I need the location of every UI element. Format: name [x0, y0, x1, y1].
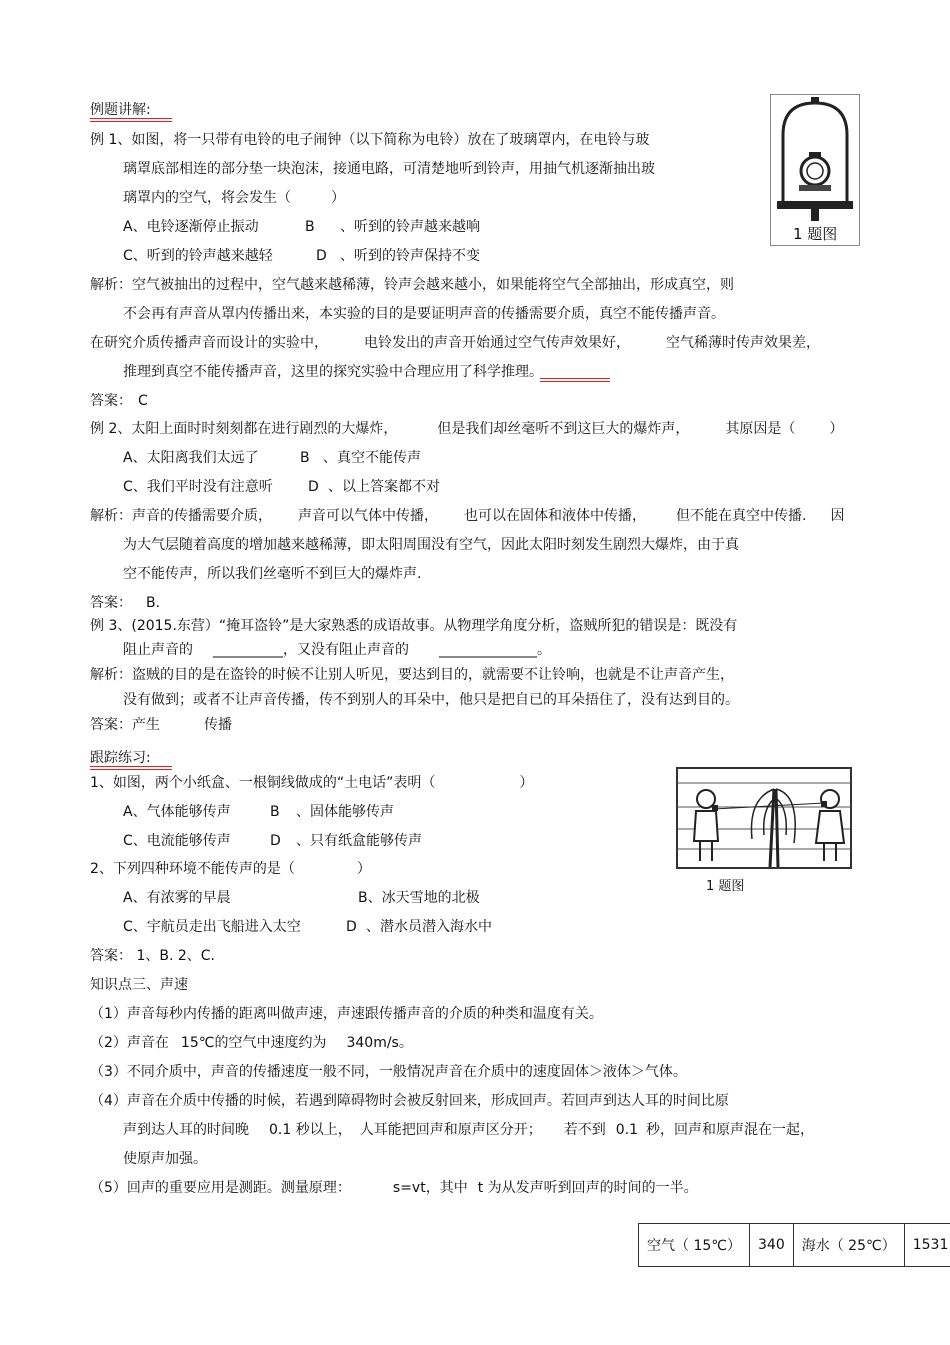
answer-value: C [138, 393, 148, 409]
bell-jar-figure [770, 94, 860, 246]
red-underline [540, 381, 610, 382]
practice2-option-b: B、冰天雪地的北极 [358, 890, 480, 906]
table-row [639, 1224, 950, 1267]
example1-option-a: A、电铃逐渐停止振动 [123, 219, 259, 235]
example1-analysis-line3 [90, 333, 820, 353]
title-underline [90, 121, 172, 122]
question-text: 1、如图，两个小纸盒、一根铜线做成的“土电话”表明（ [90, 775, 436, 791]
table-cell-medium: 空气（ 15℃） [639, 1224, 750, 1267]
example1-analysis-line1: 解析：空气被抽出的过程中，空气越来越稀薄，铃声会越来越小，如果能将空气全部抽出，形成真空，则 [90, 277, 734, 293]
section-title-sound-speed: 知识点三、声速 [90, 977, 188, 993]
red-underline [540, 378, 610, 379]
answer-value: 传播 [204, 717, 232, 733]
section-title-practice: 跟踪练习: [90, 750, 151, 766]
example3-answer [90, 715, 232, 735]
analysis-part: 因 [830, 508, 845, 524]
question-part: ，又没有阻止声音的 [283, 642, 409, 658]
example1-option-b-letter: B [305, 219, 315, 235]
analysis-part: 声音可以气体中传播， [298, 508, 438, 524]
analysis-part: 也可以在固体和液体中传播， [464, 508, 646, 524]
example3-analysis-line1: 解析：盗贼的目的是在盗铃的时候不让别人听见，要达到目的，就需要不让铃响，也就是不让声音产生， [90, 667, 734, 683]
answer-label: 答案： [90, 393, 132, 409]
knowledge-point-2 [90, 1033, 413, 1053]
answer-label: 答案：产生 [90, 717, 160, 733]
knowledge-point-4-line3: 使原声加强。 [123, 1151, 207, 1167]
text-part: （5）回声的重要应用是测距。测量原理： [90, 1180, 351, 1196]
question-text: 璃罩内的空气，将会发生（ [123, 190, 291, 206]
practice2-question [90, 859, 371, 879]
question-part: 例 2、太阳上面时时刻刻都在进行剧烈的大爆炸， [90, 421, 398, 437]
example1-analysis-line2: 不会再有声音从罩内传播出来，本实验的目的是要证明声音的传播需要介质，真空不能传播声音。 [123, 306, 725, 322]
example2-option-d: 、以上答案都不对 [328, 479, 440, 495]
example1-option-c: C、听到的铃声越来越轻 [123, 248, 273, 264]
text-part: 秒，回声和原声混在一起， [645, 1122, 814, 1138]
question-text: 2、下列四种环境不能传声的是（ [90, 861, 295, 877]
example2-answer [90, 593, 160, 613]
practice1-option-a: A、气体能够传声 [123, 804, 231, 820]
knowledge-point-3: （3）不同介质中，声音的传播速度一般不同，一般情况声音在介质中的速度固体＞液体＞气体。 [90, 1064, 687, 1080]
text-part: 0.1 [615, 1122, 638, 1138]
analysis-part: 电铃发出的声音开始通过空气传声效果好， [364, 335, 630, 351]
text-part: 人耳能把回声和原声区分开； [359, 1122, 542, 1138]
analysis-part: 在研究介质传播声音而设计的实验中， [90, 335, 328, 351]
text-part: （2）声音在 [90, 1035, 169, 1051]
knowledge-point-1: （1）声音每秒内传播的距离叫做声速，声速跟传播声音的介质的种类和温度有关。 [90, 1006, 603, 1022]
table-cell-medium: 海水（ 25℃） [793, 1224, 904, 1267]
practice-answers: 答案： 1、B. 2、C. [90, 948, 215, 964]
title-underline [90, 118, 172, 119]
example1-option-b: 、听到的铃声越来越响 [340, 219, 480, 235]
practice2-option-a: A、有浓雾的早晨 [123, 890, 231, 906]
table-cell-speed: 1531 [904, 1224, 950, 1267]
knowledge-point-4-line2 [123, 1120, 814, 1140]
practice1-option-b-letter: B [270, 804, 280, 820]
example2-option-b-letter: B [300, 450, 310, 466]
answer-label: 答案： [90, 595, 132, 611]
blank: ______________ [439, 642, 537, 658]
string-telephone-illustration [678, 769, 850, 867]
bracket: ） [356, 861, 371, 877]
answer-value: B. [146, 595, 161, 611]
example1-option-d-letter: D [316, 248, 327, 264]
example1-question-line1: 例 1、如图，将一只带有电铃的电子闹钟（以下简称为电铃）放在了玻璃罩内，在电铃与玻 [90, 132, 650, 148]
practice2-option-d: 、潜水员潜入海水中 [366, 919, 492, 935]
practice1-option-d-letter: D [270, 833, 281, 849]
example1-answer [90, 391, 148, 411]
practice1-option-b: 、固体能够传声 [296, 804, 394, 820]
analysis-part: 解析：声音的传播需要介质， [90, 508, 272, 524]
text-part: 340m/s。 [346, 1035, 413, 1051]
text-part: s=vt，其中 [392, 1180, 468, 1196]
example2-option-b: 、真空不能传声 [323, 450, 421, 466]
example1-question-line3 [123, 188, 345, 208]
figure-caption: 1 题图 [793, 225, 838, 243]
question-part: 其原因是（ [725, 421, 796, 437]
knowledge-point-5 [90, 1178, 698, 1198]
example2-option-a: A、太阳离我们太远了 [123, 450, 259, 466]
example2-analysis-line3: 空不能传声，所以我们丝毫听不到巨大的爆炸声. [123, 566, 422, 582]
practice2-option-d-letter: D [346, 919, 357, 935]
example2-option-c: C、我们平时没有注意听 [123, 479, 273, 495]
bracket: ） [519, 775, 534, 791]
question-part: 。 [537, 642, 551, 658]
title-underline [90, 769, 172, 770]
blank: __________ [213, 642, 283, 658]
title-underline [90, 766, 172, 767]
question-part: 阻止声音的 [123, 642, 193, 658]
example2-option-d-letter: D [308, 479, 319, 495]
example2-analysis-line2: 为大气层随着高度的增加越来越稀薄，即太阳周围没有空气，因此太阳时刻发生剧烈大爆炸，由于真 [123, 537, 739, 553]
practice1-question [90, 773, 533, 793]
example1-question-line2: 璃罩底部相连的部分垫一块泡沫，接通电路，可清楚地听到铃声，用抽气机逐渐抽出玻 [123, 161, 655, 177]
example2-question [90, 419, 843, 439]
example1-option-d: 、听到的铃声保持不变 [340, 248, 480, 264]
analysis-part: 空气稀薄时传声效果差， [666, 335, 820, 351]
analysis-part: 但不能在真空中传播. [676, 508, 807, 524]
practice2-option-c: C、宇航员走出飞船进入太空 [123, 919, 301, 935]
bracket: ） [829, 421, 844, 437]
example2-analysis-line1 [90, 506, 844, 526]
text-part: 若不到 [563, 1122, 606, 1138]
section-title-examples: 例题讲解: [90, 102, 151, 118]
example3-question-line1: 例 3、(2015.东营）“掩耳盗铃”是大家熟悉的成语故事。从物理学角度分析，盗贼所犯的错误是：既没有 [90, 618, 738, 634]
text-part: t 为从发声听到回声的时间的一半。 [477, 1180, 698, 1196]
string-telephone-figure [676, 767, 852, 869]
practice1-option-d: 、只有纸盒能够传声 [296, 833, 422, 849]
text-part: 声到达人耳的时间晚 [123, 1122, 249, 1138]
example1-analysis-line4: 推理到真空不能传播声音，这里的探究实验中合理应用了科学推理。 [123, 364, 543, 380]
example3-question-line2 [123, 640, 551, 660]
text-part: 15℃的空气中速度约为 [180, 1035, 327, 1051]
practice1-option-c: C、电流能够传声 [123, 833, 231, 849]
question-part: 但是我们却丝毫听不到这巨大的爆炸声， [437, 421, 690, 437]
figure-caption: 1 题图 [706, 879, 745, 894]
knowledge-point-4-line1: （4）声音在介质中传播的时候，若遇到障碍物时会被反射回来，形成回声。若回声到达人耳的时间比原 [90, 1093, 729, 1109]
text-part: 0.1 秒以上， [269, 1122, 352, 1138]
example3-analysis-line2: 没有做到；或者不让声音传播，传不到别人的耳朵中，他只是把自已的耳朵捂住了，没有达到目的。 [123, 692, 739, 708]
bracket: ） [331, 190, 345, 206]
table-cell-speed: 340 [750, 1224, 794, 1267]
sound-speed-table [638, 1223, 950, 1267]
